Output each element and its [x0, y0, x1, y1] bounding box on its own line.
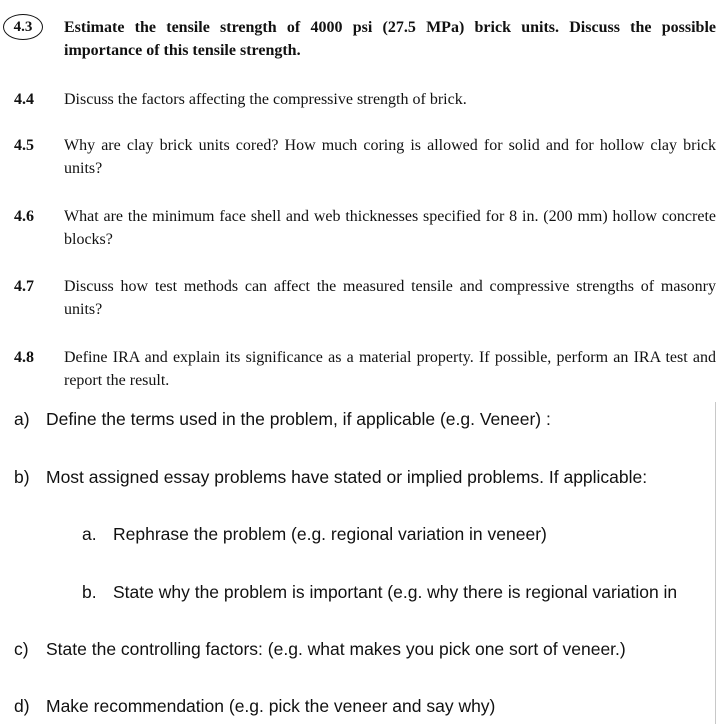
problem-number: 4.8 [14, 349, 34, 366]
problem-text: What are the minimum face shell and web thicknesses specified for 8 in. (200 mm) hollow concrete blocks? [64, 208, 716, 248]
problem-text: Estimate the tensile strength of 4000 psi (27.5 MPa) brick units. Discuss the possible importance of this tensile strength. [64, 19, 716, 59]
problem-number: 4.7 [14, 278, 34, 295]
problem-text: Why are clay brick units cored? How much coring is allowed for solid and for hollow clay brick units? [64, 137, 716, 177]
instruction-text: Make recommendation (e.g. pick the veneer and say why) [46, 696, 496, 716]
instruction-text: Define the terms used in the problem, if applicable (e.g. Veneer) : [46, 409, 551, 429]
problem-number: 4.6 [14, 208, 34, 225]
instruction-letter: a) [14, 409, 30, 429]
problem-text: Discuss the factors affecting the compressive strength of brick. [64, 91, 467, 108]
margin-rule [715, 402, 716, 724]
sub-instruction-text: Rephrase the problem (e.g. regional variation in veneer) [113, 524, 547, 544]
sub-instruction-letter: b. [82, 582, 97, 602]
sub-instruction-text: State why the problem is important (e.g. why there is regional variation in [113, 582, 678, 602]
instruction-text: State the controlling factors: (e.g. what makes you pick one sort of veneer.) [46, 639, 626, 659]
problem-text: Discuss how test methods can affect the measured tensile and compressive strengths of masonry units? [64, 278, 716, 318]
problem-number: 4.5 [14, 137, 34, 154]
sub-instruction-letter: a. [82, 524, 97, 544]
instruction-letter: d) [14, 696, 30, 716]
instruction-letter: b) [14, 467, 30, 487]
instruction-letter: c) [14, 639, 29, 659]
problem-text: Define IRA and explain its significance as a material property. If possible, perform an IRA test and report the result. [64, 349, 716, 389]
problem-number: 4.4 [14, 91, 34, 108]
problem-number-circled: 4.3 [3, 14, 43, 40]
instruction-text: Most assigned essay problems have stated or implied problems. If applicable: [46, 467, 648, 487]
